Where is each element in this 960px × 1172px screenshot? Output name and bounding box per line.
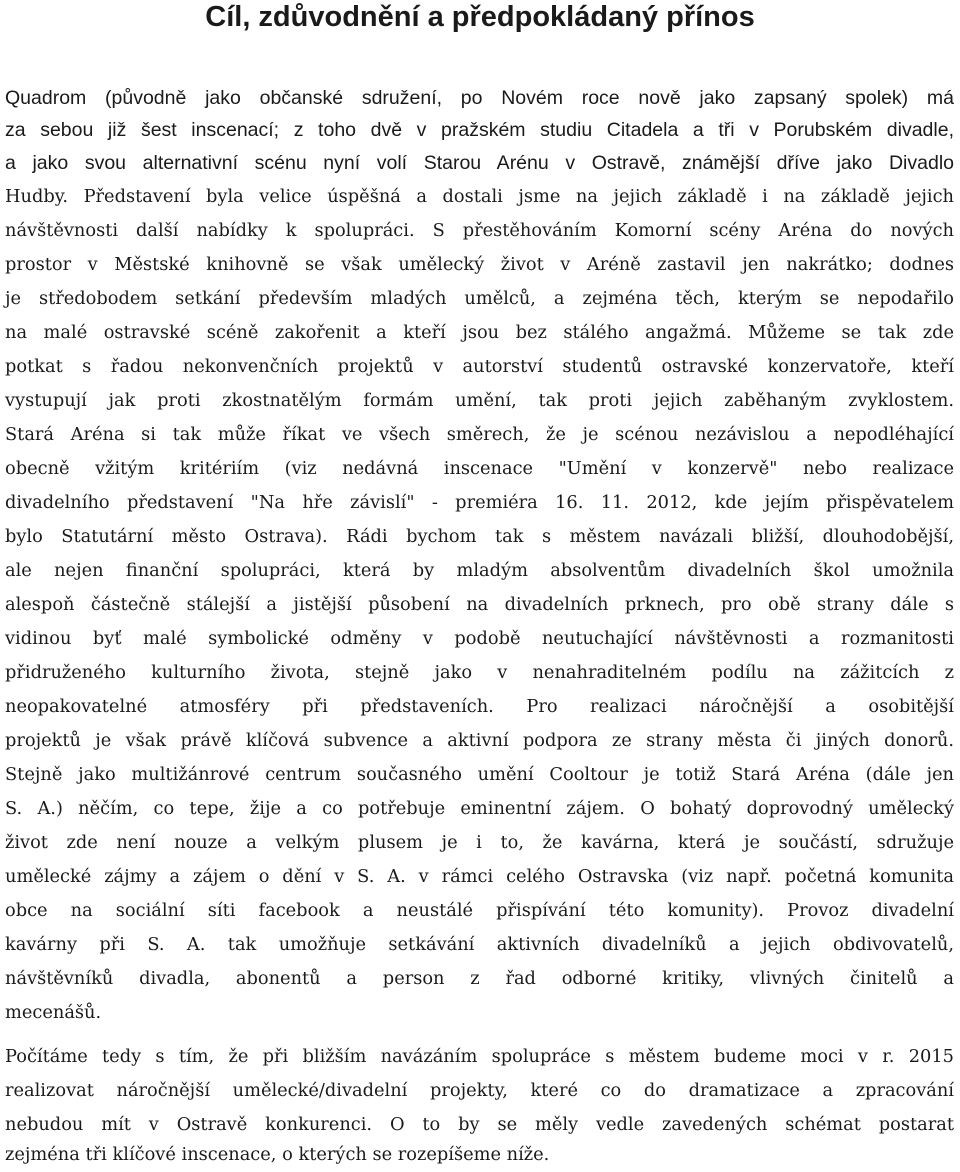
text-line: bylo Statutární město Ostrava). Rádi bychom tak s městem navázali bližší, dlouhodobější, [5,526,954,547]
text-line: obecně vžitým kritériím (viz nedávná inscenace "Umění v konzervě" nebo realizace [5,458,954,479]
text-line: za sebou již šest inscenací; z toho dvě v pražském studiu Citadela a tři v Porubském divadle, [5,119,954,141]
text-line: potkat s řadou nekonvenčních projektů v autorství studentů ostravské konzervatoře, kteří [5,356,954,377]
text-line: vystupují jak proti zkostnatělým formám umění, tak proti jejich zaběhaným zvyklostem. [5,390,954,411]
text-line: umělecké zájmy a zájem o dění v S. A. v rámci celého Ostravska (viz např. početná komunita [5,866,954,887]
text-line: S. A.) něčím, co tepe, žije a co potřebuje eminentní zájem. O bohatý doprovodný umělecký [5,798,954,819]
text-line: realizovat náročnější umělecké/divadelní projekty, které co do dramatizace a zpracování [5,1080,954,1101]
text-line: obce na sociální síti facebook a neustálé přispívání této komunity). Provoz divadelní [5,900,954,921]
text-line: Počítáme tedy s tím, že při bližším navázáním spolupráce s městem budeme moci v r. 2015 [5,1046,954,1067]
text-line-last: zejména tři klíčové inscenace, o kterých se rozepíšeme níže. [5,1144,550,1165]
text-line: kavárny při S. A. tak umožňuje setkávání aktivních divadelníků a jejich obdivovatelů, [5,934,954,955]
text-line: alespoň částečně stálejší a jistější působení na divadelních prknech, pro obě strany dále s [5,594,954,615]
text-line: projektů je však právě klíčová subvence a aktivní podpora ze strany města či jiných donorů. [5,730,954,751]
section-heading: Cíl, zdůvodnění a předpokládaný přínos [205,1,755,33]
text-line-last: mecenášů. [5,1002,102,1023]
text-line: divadelního představení "Na hře závislí" - premiéra 16. 11. 2012, kde jejím přispěvatelem [5,492,954,513]
text-line: na malé ostravské scéně zakořenit a kteří jsou bez stálého angažmá. Můžeme se tak zde [5,322,954,343]
text-line: je středobodem setkání především mladých umělců, a zejména těch, kterým se nepodařilo [5,288,954,309]
text-line: nebudou mít v Ostravě konkurenci. O to by se měly vedle zavedených schémat postarat [5,1114,954,1135]
text-line: Quadrom (původně jako občanské sdružení, po Novém roce nově jako zapsaný spolek) má [5,87,954,109]
text-line: Hudby. Představení byla velice úspěšná a dostali jsme na jejich základě i na základě jejich [5,186,954,207]
text-line: Stejně jako multižánrové centrum současného umění Cooltour je totiž Stará Aréna (dále jen [5,764,954,785]
text-line: neopakovatelné atmosféry při představeních. Pro realizaci náročnější a osobitější [5,696,954,717]
text-line: prostor v Městské knihovně se však umělecký život v Aréně zastavil jen nakrátko; dodnes [5,254,954,275]
text-line: život zde není nouze a velkým plusem je i to, že kavárna, která je součástí, sdružuje [5,832,954,853]
text-line: návštěvníků divadla, abonentů a person z řad odborné kritiky, vlivných činitelů a [5,968,954,989]
text-line: a jako svou alternativní scénu nyní volí Starou Arénu v Ostravě, známější dříve jako Divadlo [5,152,954,174]
text-line: návštěvnosti další nabídky k spolupráci. S přestěhováním Komorní scény Aréna do nových [5,220,954,241]
text-line: Stará Aréna si tak může říkat ve všech směrech, že je scénou nezávislou a nepodléhající [5,424,954,445]
text-line: přidruženého kulturního života, stejně jako v nenahraditelném podílu na zážitcích z [5,662,954,683]
text-line: vidinou byť malé symbolické odměny v podobě neutuchající návštěvnosti a rozmanitosti [5,628,954,649]
text-line: ale nejen finanční spolupráci, která by mladým absolventům divadelních škol umožnila [5,560,954,581]
